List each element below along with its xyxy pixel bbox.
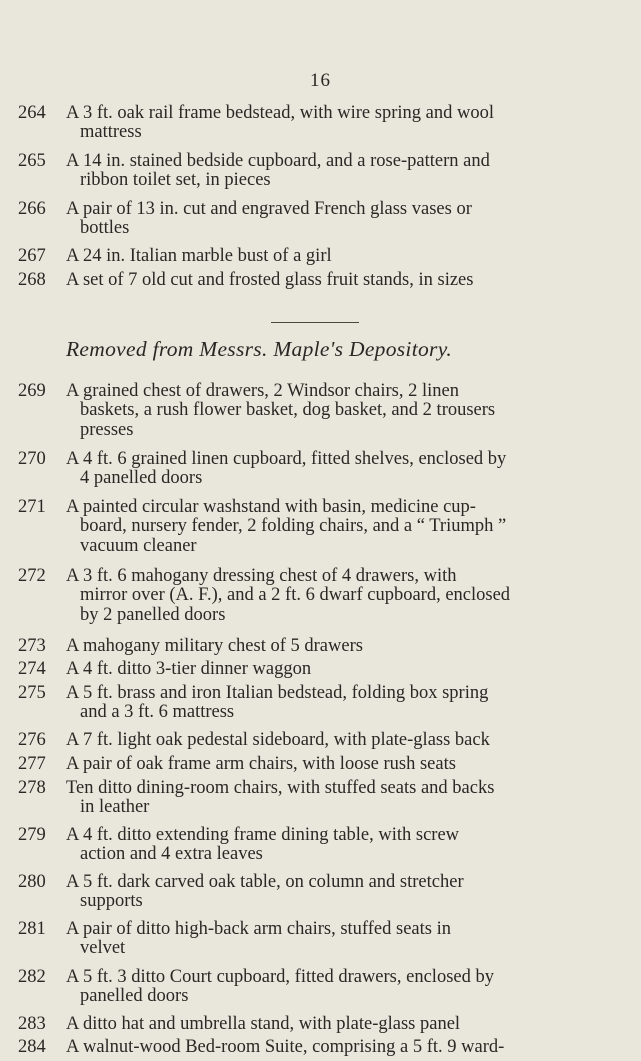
lot-description xyxy=(66,152,628,191)
lot-number: 272 xyxy=(18,566,46,586)
desc-line: A 14 in. stained bedside cupboard, and a rose-pattern and xyxy=(66,151,490,171)
lot-number: 265 xyxy=(18,151,46,171)
lot-number: 275 xyxy=(18,683,46,703)
lot-number: 279 xyxy=(18,825,46,845)
lot-description xyxy=(66,271,628,290)
lot-description xyxy=(66,498,628,556)
desc-line: A pair of ditto high-back arm chairs, stuffed seats in xyxy=(66,919,451,939)
lot-description xyxy=(66,450,628,489)
lot-description xyxy=(66,104,628,143)
lot-279 xyxy=(18,826,628,865)
desc-line: A 7 ft. light oak pedestal sideboard, with plate-glass back xyxy=(66,730,490,750)
lot-268 xyxy=(18,271,628,290)
desc-line: panelled doors xyxy=(80,986,189,1007)
lot-282 xyxy=(18,968,628,1007)
lot-number: 274 xyxy=(18,659,46,679)
desc-line: A mahogany military chest of 5 drawers xyxy=(66,636,363,656)
lot-description xyxy=(66,1015,628,1034)
lot-278 xyxy=(18,779,628,818)
desc-line: Ten ditto dining-room chairs, with stuffed seats and backs xyxy=(66,778,495,798)
desc-line: A 3 ft. oak rail frame bedstead, with wire spring and wool xyxy=(66,103,494,123)
section-divider xyxy=(271,322,359,323)
desc-line: action and 4 extra leaves xyxy=(80,844,263,865)
desc-line: A walnut-wood Bed-room Suite, comprising a 5 ft. 9 ward- xyxy=(66,1037,505,1057)
desc-line: A pair of 13 in. cut and engraved French glass vases or xyxy=(66,199,472,219)
lot-number: 276 xyxy=(18,730,46,750)
lot-number: 284 xyxy=(18,1037,46,1057)
lot-265 xyxy=(18,152,628,191)
desc-line: A 5 ft. dark carved oak table, on column and stretcher xyxy=(66,872,464,892)
lot-description xyxy=(66,755,628,774)
lot-269 xyxy=(18,382,628,440)
desc-line: A 4 ft. ditto extending frame dining table, with screw xyxy=(66,825,460,845)
desc-line: bottles xyxy=(80,218,130,239)
lot-number: 266 xyxy=(18,199,46,219)
lot-number: 281 xyxy=(18,919,46,939)
lot-description xyxy=(66,920,628,959)
lot-description xyxy=(66,684,628,723)
desc-line: A 24 in. Italian marble bust of a girl xyxy=(66,246,332,266)
desc-line: mirror over (A. F.), and a 2 ft. 6 dwarf cupboard, enclosed xyxy=(80,585,511,606)
lot-276 xyxy=(18,731,628,750)
lot-description xyxy=(66,200,628,239)
lot-number: 270 xyxy=(18,449,46,469)
lot-284 xyxy=(18,1038,628,1057)
page-number: 16 xyxy=(310,70,331,91)
lot-number: 277 xyxy=(18,754,46,774)
desc-line: vacuum cleaner xyxy=(80,535,197,556)
lot-number: 264 xyxy=(18,103,46,123)
lot-description xyxy=(66,660,628,679)
desc-line: supports xyxy=(80,891,143,912)
desc-line: baskets, a rush flower basket, dog basket, and 2 trousers xyxy=(80,400,496,421)
lot-273 xyxy=(18,637,628,656)
lot-267 xyxy=(18,247,628,266)
lot-274 xyxy=(18,660,628,679)
desc-line: presses xyxy=(80,419,134,440)
desc-line: A grained chest of drawers, 2 Windsor chairs, 2 linen xyxy=(66,381,459,401)
lot-283 xyxy=(18,1015,628,1034)
lot-number: 273 xyxy=(18,636,46,656)
lot-number: 269 xyxy=(18,381,46,401)
lot-number: 278 xyxy=(18,778,46,798)
desc-line: and a 3 ft. 6 mattress xyxy=(80,702,235,723)
lot-description xyxy=(66,247,628,266)
lot-description xyxy=(66,567,628,625)
lot-280 xyxy=(18,873,628,912)
lot-number: 271 xyxy=(18,497,46,517)
lot-277 xyxy=(18,755,628,774)
desc-line: A ditto hat and umbrella stand, with plate-glass panel xyxy=(66,1014,461,1034)
desc-line: A 4 ft. 6 grained linen cupboard, fitted shelves, enclosed by xyxy=(66,449,507,469)
lot-number: 280 xyxy=(18,872,46,892)
lot-description xyxy=(66,1038,628,1057)
lot-description xyxy=(66,826,628,865)
desc-line: A 3 ft. 6 mahogany dressing chest of 4 drawers, with xyxy=(66,566,457,586)
desc-line: A painted circular washstand with basin, medicine cup- xyxy=(66,497,476,517)
desc-line: by 2 panelled doors xyxy=(80,604,226,625)
lot-281 xyxy=(18,920,628,959)
desc-line: ribbon toilet set, in pieces xyxy=(80,170,271,191)
lot-number: 283 xyxy=(18,1014,46,1034)
lot-description xyxy=(66,968,628,1007)
desc-line: A 5 ft. brass and iron Italian bedstead, folding box spring xyxy=(66,683,489,703)
lot-270 xyxy=(18,450,628,489)
desc-line: board, nursery fender, 2 folding chairs, and a “ Triumph ” xyxy=(80,516,507,537)
desc-line: A set of 7 old cut and frosted glass fruit stands, in sizes xyxy=(66,270,474,290)
section-heading: Removed from Messrs. Maple's Depository. xyxy=(66,337,453,361)
desc-line: A 5 ft. 3 ditto Court cupboard, fitted drawers, enclosed by xyxy=(66,967,494,987)
lot-description xyxy=(66,731,628,750)
lot-271 xyxy=(18,498,628,556)
desc-line: 4 panelled doors xyxy=(80,468,203,489)
lot-description xyxy=(66,637,628,656)
lot-275 xyxy=(18,684,628,723)
desc-line: mattress xyxy=(80,122,142,143)
desc-line: velvet xyxy=(80,938,126,959)
lot-272 xyxy=(18,567,628,625)
lot-264 xyxy=(18,104,628,143)
lot-number: 282 xyxy=(18,967,46,987)
desc-line: A 4 ft. ditto 3-tier dinner waggon xyxy=(66,659,312,679)
desc-line: A pair of oak frame arm chairs, with loose rush seats xyxy=(66,754,456,774)
desc-line: in leather xyxy=(80,797,150,818)
lot-number: 267 xyxy=(18,246,46,266)
lot-description xyxy=(66,382,628,440)
lot-number: 268 xyxy=(18,270,46,290)
lot-266 xyxy=(18,200,628,239)
lot-description xyxy=(66,873,628,912)
lot-description xyxy=(66,779,628,818)
